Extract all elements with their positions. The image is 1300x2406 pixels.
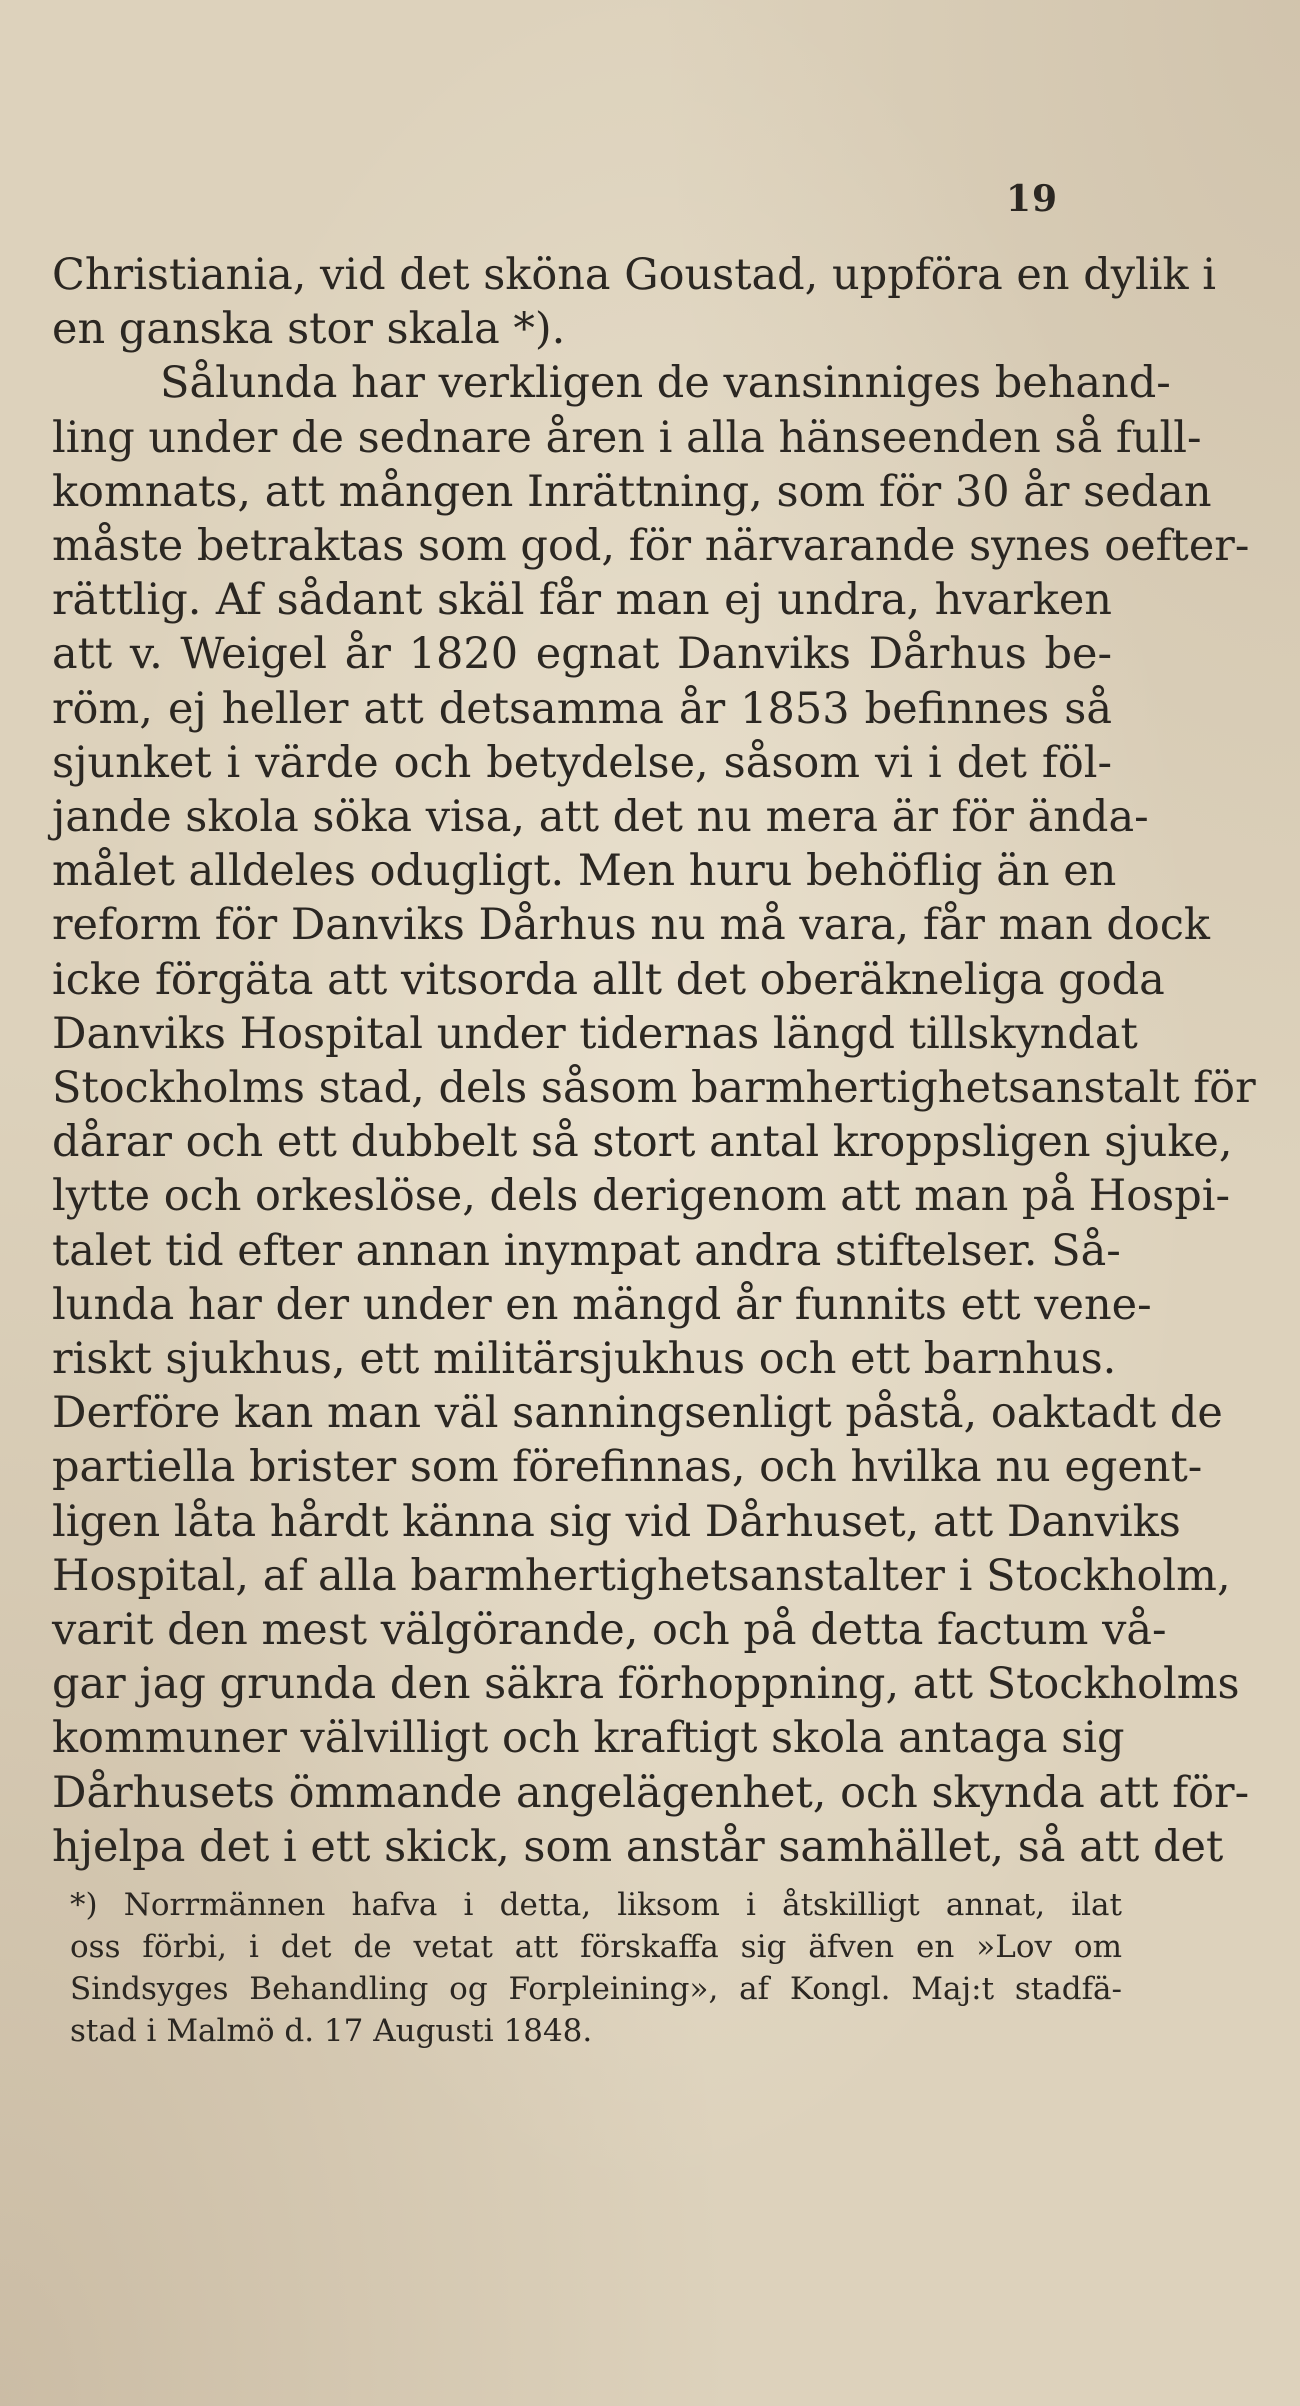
body-line: ling under de sednare åren i alla hänseenden så full- — [52, 412, 1202, 463]
body-line: partiella brister som förefinnas, och hvilka nu egent- — [52, 1442, 1203, 1493]
footnote — [70, 1884, 1122, 2052]
page-number: 19 — [1006, 178, 1059, 220]
body-line: en ganska stor skala *). — [52, 304, 566, 355]
body-line: sjunket i värde och betydelse, såsom vi i det föl- — [52, 737, 1112, 788]
body-line: talet tid efter annan inympat andra stiftelser. Så- — [52, 1225, 1121, 1276]
body-line: Stockholms stad, dels såsom barmhertighetsanstalt för — [52, 1063, 1256, 1114]
body-line: reform för Danviks Dårhus nu må vara, får man dock — [52, 900, 1210, 951]
body-line: måste betraktas som god, för närvarande synes oefter- — [52, 521, 1250, 572]
body-line: Danviks Hospital under tidernas längd tillskyndat — [52, 1008, 1138, 1059]
body-line: kommuner välvilligt och kraftigt skola antaga sig — [52, 1713, 1125, 1764]
body-line: Hospital, af alla barmhertighetsanstalter i Stockholm, — [52, 1550, 1231, 1601]
footnote-line: *) Norrmännen hafva i detta, liksom i åtskilligt annat, ilat — [70, 1887, 1122, 1923]
footnote-line: oss förbi, i det de vetat att förskaffa sig äfven en »Lov om — [70, 1929, 1122, 1965]
body-line: rättlig. Af sådant skäl får man ej undra, hvarken — [52, 575, 1112, 626]
body-line: ligen låta hårdt känna sig vid Dårhuset, att Danviks — [52, 1496, 1181, 1547]
body-line: dårar och ett dubbelt så stort antal kroppsligen sjuke, — [52, 1117, 1233, 1168]
body-line: att v. Weigel år 1820 egnat Danviks Dårhus be- — [52, 629, 1112, 680]
body-line: icke förgäta att vitsorda allt det oberäkneliga goda — [52, 954, 1165, 1005]
body-line: riskt sjukhus, ett militärsjukhus och ett barnhus. — [52, 1334, 1117, 1385]
body-line: komnats, att mången Inrättning, som för 30 år sedan — [52, 466, 1212, 517]
body-text — [52, 248, 1256, 1874]
body-line: Derföre kan man väl sanningsenligt påstå, oaktadt de — [52, 1388, 1223, 1439]
body-line: hjelpa det i ett skick, som anstår samhället, så att det — [52, 1821, 1224, 1872]
body-line: Sålunda har verkligen de vansinniges behand- — [160, 358, 1171, 409]
body-line: lunda har der under en mängd år funnits ett vene- — [52, 1279, 1152, 1330]
body-line: gar jag grunda den säkra förhoppning, att Stockholms — [52, 1659, 1240, 1710]
body-line: Christiania, vid det sköna Goustad, uppföra en dylik i — [52, 250, 1217, 300]
body-line: jande skola söka visa, att det nu mera är för ända- — [52, 792, 1149, 843]
body-line: lytte och orkeslöse, dels derigenom att man på Hospi- — [52, 1171, 1231, 1222]
body-line: målet alldeles odugligt. Men huru behöflig än en — [52, 846, 1117, 897]
body-line: röm, ej heller att detsamma år 1853 befinnes så — [52, 683, 1112, 734]
body-line: Dårhusets ömmande angelägenhet, och skynda att för- — [52, 1767, 1250, 1818]
footnote-line: stad i Malmö d. 17 Augusti 1848. — [70, 2013, 593, 2049]
footnote-line: Sindsyges Behandling og Forpleining», af Kongl. Maj:t stadfä- — [70, 1971, 1122, 2007]
body-line: varit den mest välgörande, och på detta factum vå- — [52, 1605, 1167, 1656]
